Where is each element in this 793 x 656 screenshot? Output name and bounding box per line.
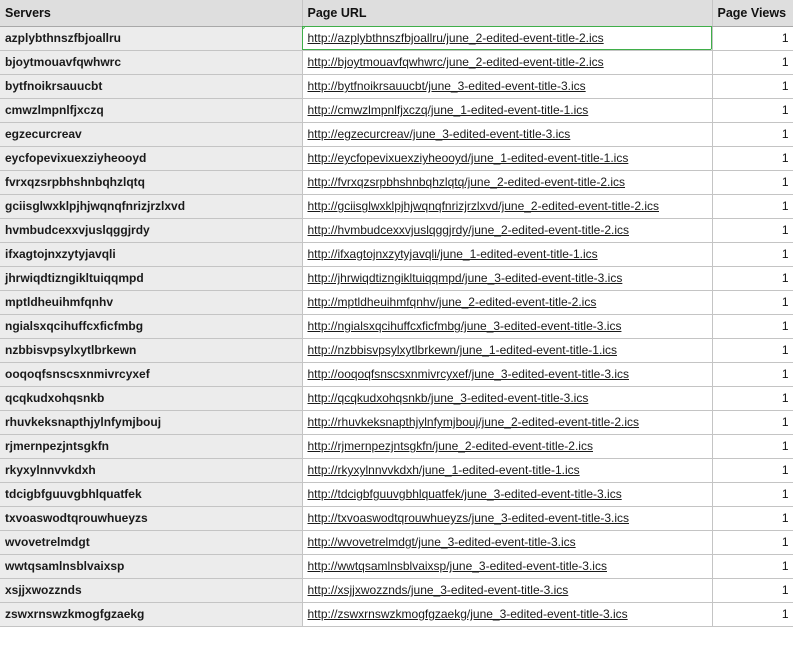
page-views-cell[interactable]: 1 — [712, 50, 793, 74]
table-row — [0, 266, 793, 290]
header-row — [0, 0, 793, 26]
server-cell[interactable]: rkyxylnnvvkdxh — [0, 458, 302, 482]
url-link[interactable]: http://fvrxqzsrpbhshnbqhzlqtq/june_2-edited-event-title-2.ics — [307, 175, 626, 189]
url-cell[interactable] — [302, 266, 712, 290]
page-views-cell[interactable]: 1 — [712, 578, 793, 602]
header-servers[interactable]: Servers — [0, 0, 302, 26]
url-link[interactable]: http://qcqkudxohqsnkb/june_3-edited-event-title-3.ics — [307, 391, 589, 405]
page-views-cell[interactable]: 1 — [712, 74, 793, 98]
url-link[interactable]: http://zswxrnswzkmogfgzaekg/june_3-edited-event-title-3.ics — [307, 607, 628, 621]
table-row — [0, 386, 793, 410]
url-cell[interactable] — [302, 410, 712, 434]
page-views-cell[interactable]: 1 — [712, 458, 793, 482]
url-link[interactable]: http://ifxagtojnxzytyjavqli/june_1-edited-event-title-1.ics — [307, 247, 598, 261]
table-row — [0, 242, 793, 266]
url-cell[interactable] — [302, 434, 712, 458]
url-link[interactable]: http://rhuvkeksnapthjylnfymjbouj/june_2-edited-event-title-2.ics — [307, 415, 640, 429]
url-cell[interactable] — [302, 194, 712, 218]
table-row — [0, 482, 793, 506]
server-cell[interactable]: fvrxqzsrpbhshnbqhzlqtq — [0, 170, 302, 194]
page-views-cell[interactable]: 1 — [712, 554, 793, 578]
url-link[interactable]: http://tdcigbfguuvgbhlquatfek/june_3-edited-event-title-3.ics — [307, 487, 622, 501]
page-views-cell[interactable]: 1 — [712, 338, 793, 362]
table-row — [0, 50, 793, 74]
header-page-views[interactable]: Page Views — [712, 0, 793, 26]
page-views-cell[interactable]: 1 — [712, 482, 793, 506]
page-views-cell[interactable]: 1 — [712, 218, 793, 242]
url-cell[interactable] — [302, 362, 712, 386]
page-views-cell[interactable]: 1 — [712, 314, 793, 338]
page-views-cell[interactable]: 1 — [712, 98, 793, 122]
url-link[interactable]: http://gciisglwxklpjhjwqnqfnrizjrzlxvd/june_2-edited-event-title-2.ics — [307, 199, 659, 213]
table-row — [0, 554, 793, 578]
page-views-cell[interactable]: 1 — [712, 122, 793, 146]
server-cell[interactable]: rhuvkeksnapthjylnfymjbouj — [0, 410, 302, 434]
table-row — [0, 362, 793, 386]
url-cell[interactable] — [302, 242, 712, 266]
url-cell[interactable] — [302, 386, 712, 410]
url-cell[interactable] — [302, 458, 712, 482]
server-cell[interactable]: zswxrnswzkmogfgzaekg — [0, 602, 302, 626]
url-link[interactable]: http://eycfopevixuexziyheooyd/june_1-edited-event-title-1.ics — [307, 151, 629, 165]
header-page-url[interactable]: Page URL — [302, 0, 712, 26]
url-link[interactable]: http://azplybthnszfbjoallru/june_2-edited-event-title-2.ics — [307, 31, 604, 45]
server-cell[interactable]: txvoaswodtqrouwhueyzs — [0, 506, 302, 530]
table-row — [0, 122, 793, 146]
url-cell[interactable] — [302, 602, 712, 626]
table-row — [0, 98, 793, 122]
table-row — [0, 26, 793, 50]
server-cell[interactable]: rjmernpezjntsgkfn — [0, 434, 302, 458]
url-link[interactable]: http://xsjjxwozznds/june_3-edited-event-title-3.ics — [307, 583, 569, 597]
url-link[interactable]: http://txvoaswodtqrouwhueyzs/june_3-edited-event-title-3.ics — [307, 511, 630, 525]
url-link[interactable]: http://rkyxylnnvvkdxh/june_1-edited-event-title-1.ics — [307, 463, 580, 477]
page-views-cell[interactable]: 1 — [712, 146, 793, 170]
server-cell[interactable]: cmwzlmpnlfjxczq — [0, 98, 302, 122]
url-link[interactable]: http://jhrwiqdtizngikltuiqqmpd/june_3-edited-event-title-3.ics — [307, 271, 623, 285]
url-link[interactable]: http://egzecurcreav/june_3-edited-event-title-3.ics — [307, 127, 571, 141]
table-row — [0, 314, 793, 338]
url-link[interactable]: http://rjmernpezjntsgkfn/june_2-edited-event-title-2.ics — [307, 439, 593, 453]
page-views-cell[interactable]: 1 — [712, 386, 793, 410]
page-views-cell[interactable]: 1 — [712, 290, 793, 314]
page-views-cell[interactable]: 1 — [712, 506, 793, 530]
url-cell[interactable] — [302, 578, 712, 602]
server-cell[interactable]: qcqkudxohqsnkb — [0, 386, 302, 410]
page-views-cell[interactable]: 1 — [712, 530, 793, 554]
page-views-cell[interactable]: 1 — [712, 362, 793, 386]
url-cell[interactable] — [302, 218, 712, 242]
url-cell[interactable] — [302, 314, 712, 338]
url-cell[interactable] — [302, 170, 712, 194]
table-row — [0, 170, 793, 194]
page-views-cell[interactable]: 1 — [712, 26, 793, 50]
selection-handle-bottom-right[interactable] — [710, 48, 713, 51]
table-row — [0, 194, 793, 218]
url-link[interactable]: http://cmwzlmpnlfjxczq/june_1-edited-event-title-1.ics — [307, 103, 589, 117]
url-link[interactable]: http://mptldheuihmfqnhv/june_2-edited-event-title-2.ics — [307, 295, 597, 309]
url-cell[interactable] — [302, 290, 712, 314]
table-row — [0, 290, 793, 314]
page-views-cell[interactable]: 1 — [712, 170, 793, 194]
table-row — [0, 602, 793, 626]
table-row — [0, 218, 793, 242]
server-cell[interactable]: eycfopevixuexziyheooyd — [0, 146, 302, 170]
table-row — [0, 434, 793, 458]
server-cell[interactable]: wwtqsamlnsblvaixsp — [0, 554, 302, 578]
selected-url-cell[interactable] — [302, 26, 712, 50]
table-row — [0, 578, 793, 602]
page-views-cell[interactable]: 1 — [712, 602, 793, 626]
url-cell[interactable] — [302, 530, 712, 554]
url-cell[interactable] — [302, 146, 712, 170]
table-row — [0, 458, 793, 482]
server-cell[interactable]: bjoytmouavfqwhwrc — [0, 50, 302, 74]
page-views-cell[interactable]: 1 — [712, 410, 793, 434]
table-body — [0, 26, 793, 626]
server-cell[interactable]: wvovetrelmdgt — [0, 530, 302, 554]
url-link[interactable]: http://ooqoqfsnscsxnmivrcyxef/june_3-edited-event-title-3.ics — [307, 367, 629, 381]
url-cell[interactable] — [302, 338, 712, 362]
server-cell[interactable]: tdcigbfguuvgbhlquatfek — [0, 482, 302, 506]
server-cell[interactable]: xsjjxwozznds — [0, 578, 302, 602]
table-row — [0, 530, 793, 554]
server-cell[interactable]: ifxagtojnxzytyjavqli — [0, 242, 302, 266]
server-cell[interactable]: hvmbudcexxvjuslqggjrdy — [0, 218, 302, 242]
selection-handle-top-left[interactable] — [302, 26, 305, 29]
server-cell[interactable]: azplybthnszfbjoallru — [0, 26, 302, 50]
url-cell[interactable] — [302, 50, 712, 74]
url-link[interactable]: http://nzbbisvpsylxytlbrkewn/june_1-edited-event-title-1.ics — [307, 343, 617, 357]
url-cell[interactable] — [302, 506, 712, 530]
server-cell[interactable]: nzbbisvpsylxytlbrkewn — [0, 338, 302, 362]
server-cell[interactable]: bytfnoikrsauucbt — [0, 74, 302, 98]
table-row — [0, 74, 793, 98]
url-cell[interactable] — [302, 98, 712, 122]
table-row — [0, 410, 793, 434]
url-cell[interactable] — [302, 554, 712, 578]
server-cell[interactable]: gciisglwxklpjhjwqnqfnrizjrzlxvd — [0, 194, 302, 218]
table-row — [0, 146, 793, 170]
server-cell[interactable]: egzecurcreav — [0, 122, 302, 146]
page-views-cell[interactable]: 1 — [712, 434, 793, 458]
page-views-cell[interactable]: 1 — [712, 266, 793, 290]
server-cell[interactable]: ooqoqfsnscsxnmivrcyxef — [0, 362, 302, 386]
url-link[interactable]: http://hvmbudcexxvjuslqggjrdy/june_2-edited-event-title-2.ics — [307, 223, 629, 237]
table-row — [0, 338, 793, 362]
url-link[interactable]: http://bjoytmouavfqwhwrc/june_2-edited-event-title-2.ics — [307, 55, 604, 69]
server-cell[interactable]: ngialsxqcihuffcxficfmbg — [0, 314, 302, 338]
table-row — [0, 506, 793, 530]
url-cell[interactable] — [302, 122, 712, 146]
url-link[interactable]: http://ngialsxqcihuffcxficfmbg/june_3-edited-event-title-3.ics — [307, 319, 622, 333]
page-views-cell[interactable]: 1 — [712, 242, 793, 266]
page-views-cell[interactable]: 1 — [712, 194, 793, 218]
url-link[interactable]: http://wwtqsamlnsblvaixsp/june_3-edited-event-title-3.ics — [307, 559, 607, 573]
url-cell[interactable] — [302, 482, 712, 506]
url-link[interactable]: http://wvovetrelmdgt/june_3-edited-event-title-3.ics — [307, 535, 576, 549]
url-cell[interactable] — [302, 74, 712, 98]
server-cell[interactable]: mptldheuihmfqnhv — [0, 290, 302, 314]
url-link[interactable]: http://bytfnoikrsauucbt/june_3-edited-event-title-3.ics — [307, 79, 586, 93]
server-cell[interactable]: jhrwiqdtizngikltuiqqmpd — [0, 266, 302, 290]
